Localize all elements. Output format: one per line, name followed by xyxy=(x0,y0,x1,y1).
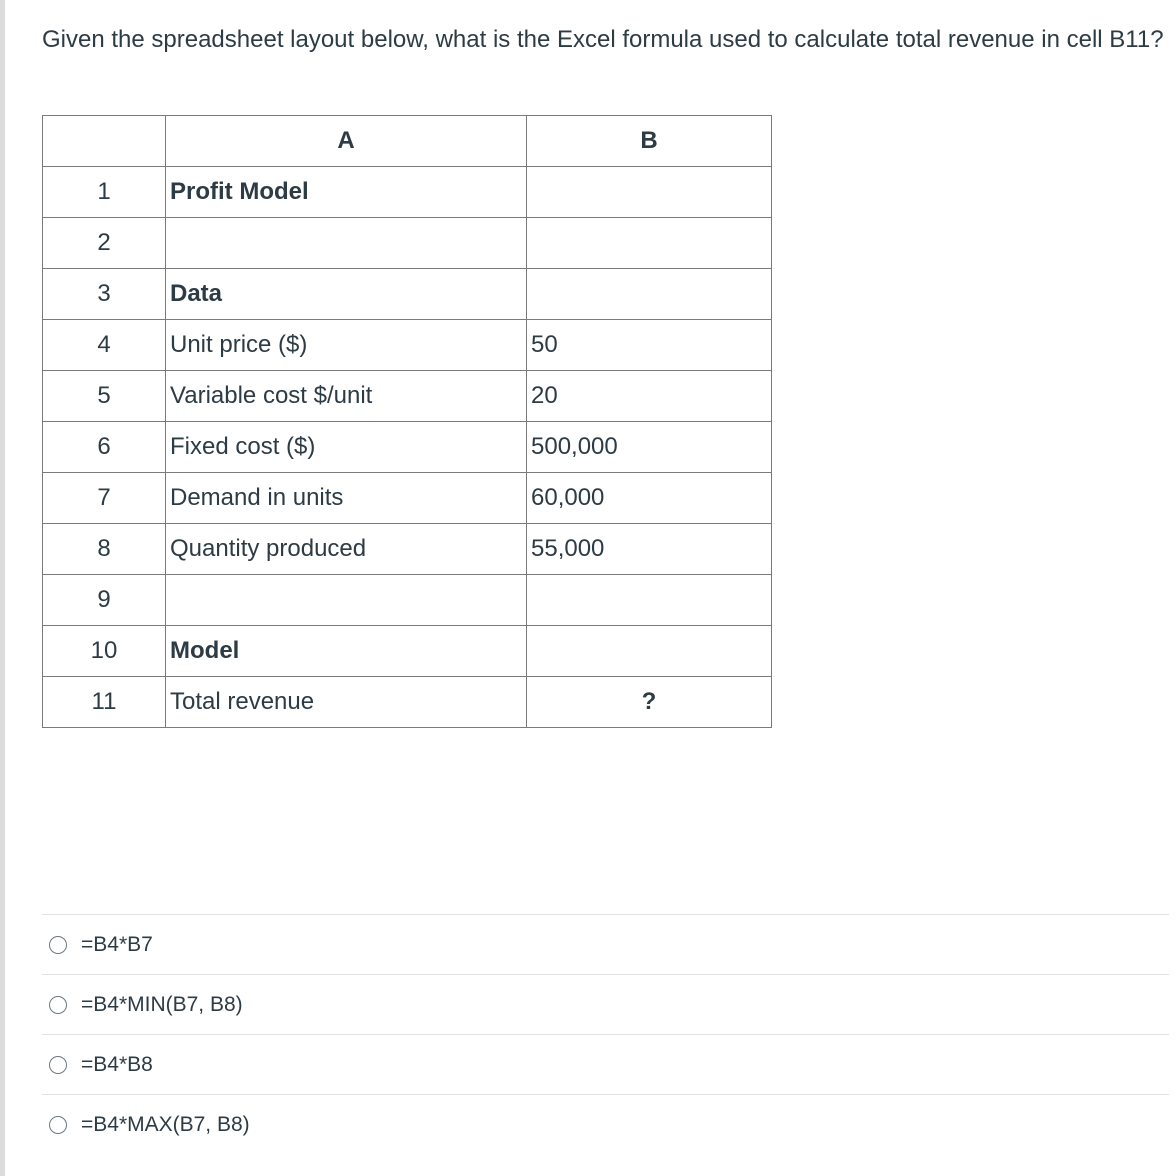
sheet-row xyxy=(43,473,772,524)
sheet-row xyxy=(43,422,772,473)
question-text: Given the spreadsheet layout below, what is the Excel formula used to calculate total revenue in cell B11? xyxy=(42,26,1164,53)
row-number: 6 xyxy=(43,422,166,473)
cell-a: Quantity produced xyxy=(166,524,527,575)
sheet-row xyxy=(43,677,772,728)
answer-options xyxy=(42,914,1169,1154)
cell-b xyxy=(527,167,772,218)
answer-option[interactable] xyxy=(42,1094,1169,1154)
cell-a xyxy=(166,218,527,269)
row-number: 11 xyxy=(43,677,166,728)
sheet-row xyxy=(43,575,772,626)
answer-label[interactable]: =B4*B7 xyxy=(81,932,153,956)
radio-button[interactable] xyxy=(49,1056,67,1074)
cell-a: Total revenue xyxy=(166,677,527,728)
row-number: 2 xyxy=(43,218,166,269)
cell-b: ? xyxy=(527,677,772,728)
spreadsheet-table xyxy=(42,115,772,728)
cell-b: 50 xyxy=(527,320,772,371)
sheet-row xyxy=(43,269,772,320)
row-number: 3 xyxy=(43,269,166,320)
sheet-row xyxy=(43,167,772,218)
row-number: 5 xyxy=(43,371,166,422)
row-number: 4 xyxy=(43,320,166,371)
radio-button[interactable] xyxy=(49,1116,67,1134)
answer-option[interactable] xyxy=(42,914,1169,974)
cell-a: Demand in units xyxy=(166,473,527,524)
sheet-row xyxy=(43,626,772,677)
sheet-row xyxy=(43,371,772,422)
row-number: 1 xyxy=(43,167,166,218)
column-header-a: A xyxy=(166,116,527,167)
cell-b xyxy=(527,575,772,626)
cell-b xyxy=(527,269,772,320)
corner-cell xyxy=(43,116,166,167)
row-number: 10 xyxy=(43,626,166,677)
cell-a: Profit Model xyxy=(166,167,527,218)
answer-option[interactable] xyxy=(42,1034,1169,1094)
answer-label[interactable]: =B4*MIN(B7, B8) xyxy=(81,992,243,1016)
sheet-row xyxy=(43,524,772,575)
cell-b xyxy=(527,218,772,269)
cell-a xyxy=(166,575,527,626)
row-number: 7 xyxy=(43,473,166,524)
cell-a: Variable cost $/unit xyxy=(166,371,527,422)
cell-b: 55,000 xyxy=(527,524,772,575)
sheet-row xyxy=(43,218,772,269)
cell-a: Unit price ($) xyxy=(166,320,527,371)
row-number: 9 xyxy=(43,575,166,626)
sheet-row xyxy=(43,320,772,371)
column-header-b: B xyxy=(527,116,772,167)
cell-a: Fixed cost ($) xyxy=(166,422,527,473)
answer-label[interactable]: =B4*B8 xyxy=(81,1052,153,1076)
row-number: 8 xyxy=(43,524,166,575)
header-row xyxy=(43,116,772,167)
cell-b: 20 xyxy=(527,371,772,422)
radio-button[interactable] xyxy=(49,996,67,1014)
answer-option[interactable] xyxy=(42,974,1169,1034)
cell-b xyxy=(527,626,772,677)
radio-button[interactable] xyxy=(49,936,67,954)
cell-b: 500,000 xyxy=(527,422,772,473)
cell-a: Data xyxy=(166,269,527,320)
cell-b: 60,000 xyxy=(527,473,772,524)
answer-label[interactable]: =B4*MAX(B7, B8) xyxy=(81,1112,250,1136)
cell-a: Model xyxy=(166,626,527,677)
